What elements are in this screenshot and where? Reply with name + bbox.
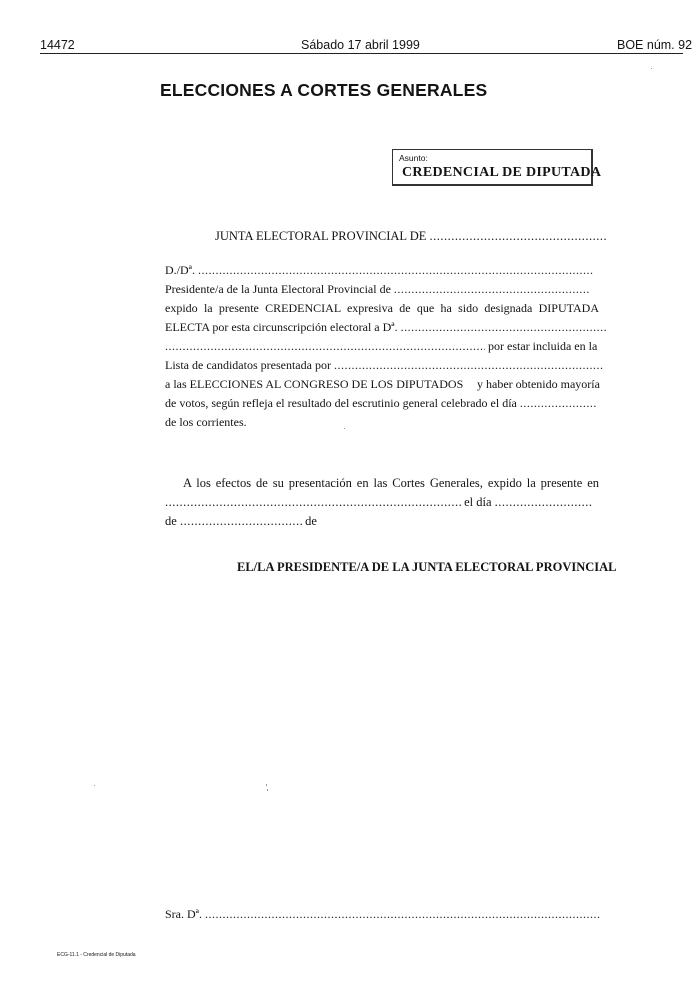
dotted-fill: [205, 907, 601, 922]
document-title: ELECCIONES A CORTES GENERALES: [160, 80, 488, 100]
scan-speck: [267, 789, 268, 791]
dotted-fill: [401, 320, 607, 335]
body-line-2: [165, 282, 590, 297]
body-text: D./Dª.: [165, 263, 195, 277]
asunto-value: CREDENCIAL DE DIPUTADA: [402, 165, 602, 180]
body-text: por estar incluida en la: [488, 339, 598, 353]
closing-line-1: A los efectos de su presentación en las Cortes Generales, expido la presente en: [183, 476, 599, 490]
scan-speck: [266, 784, 267, 786]
dotted-fill: [495, 495, 593, 510]
body-line-4: [165, 320, 607, 335]
addressee-label: Sra. Dª.: [165, 907, 202, 921]
header-rule: [40, 53, 683, 54]
dotted-fill: [180, 514, 302, 529]
publication-date: Sábado 17 abril 1999: [301, 38, 420, 52]
scan-speck: [94, 785, 95, 786]
body-line-3: expido la presente CREDENCIAL expresiva de que ha sido designada DIPUTADA: [165, 301, 599, 315]
dotted-fill: [520, 396, 596, 411]
closing-line-2: [165, 495, 593, 510]
body-line-8: [165, 396, 596, 411]
addressee-line: [165, 907, 601, 922]
body-line-6: [165, 358, 604, 373]
dotted-fill: [394, 282, 590, 297]
dotted-fill: [198, 263, 594, 278]
dotted-fill: [165, 495, 461, 510]
junta-heading-line: [215, 229, 606, 244]
page-number: 14472: [40, 38, 75, 52]
closing-text: de: [165, 514, 177, 528]
publication-name: BOE núm. 92: [617, 38, 693, 52]
signature-title: EL/LA PRESIDENTE/A DE LA JUNTA ELECTORAL PROVINCIAL: [237, 560, 617, 574]
body-text: de votos, según refleja el resultado del escrutinio general celebrado el día: [165, 396, 517, 410]
body-line-5: [165, 339, 597, 354]
body-line-1: [165, 263, 594, 278]
dotted-fill: [334, 358, 604, 373]
closing-text: de: [305, 514, 317, 528]
closing-line-3: [165, 514, 317, 529]
junta-heading: JUNTA ELECTORAL PROVINCIAL DE: [215, 229, 427, 243]
body-line-7b: y haber obtenido mayoría: [477, 377, 600, 391]
scan-speck: [344, 428, 345, 429]
dotted-fill: [430, 229, 606, 244]
asunto-label: Asunto:: [399, 153, 428, 163]
body-text: Presidente/a de la Junta Electoral Provincial de: [165, 282, 391, 296]
asunto-box: [392, 149, 602, 186]
closing-text: el día: [464, 495, 492, 509]
body-line-9: de los corrientes.: [165, 415, 247, 429]
body-text: Lista de candidatos presentada por: [165, 358, 331, 372]
dotted-fill: [165, 339, 485, 354]
body-text: ELECTA por esta circunscripción electoral a Dª.: [165, 320, 398, 334]
body-line-7a: a las ELECCIONES AL CONGRESO DE LOS DIPUTADOS: [165, 377, 464, 391]
scan-speck: [651, 68, 652, 69]
footer-form-code: ECG-11.1 - Credencial de Diputada: [57, 952, 136, 958]
